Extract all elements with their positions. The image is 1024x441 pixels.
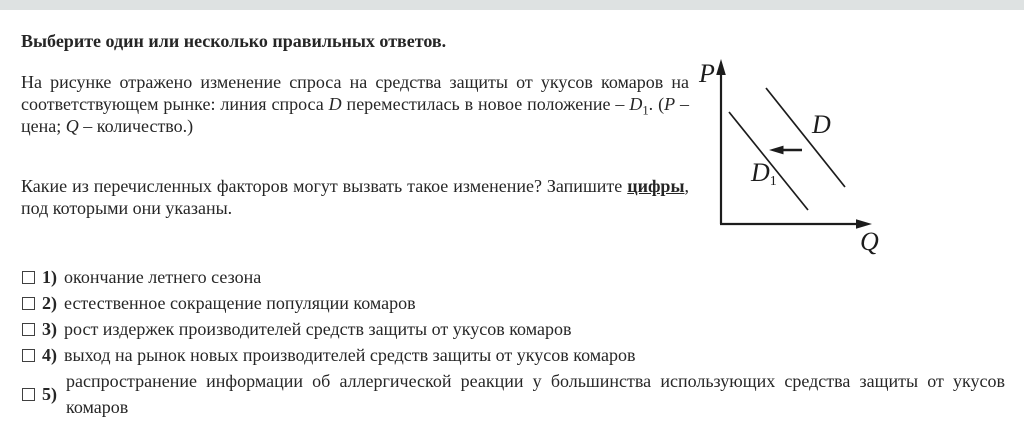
text-fragment: , под которыми они указаны. [21,176,689,218]
instruction-title: Выберите один или несколько правильных ответов. [21,31,447,51]
curve-d1-label-main: D [751,158,770,187]
option-1-checkbox[interactable] [22,271,35,284]
option-row-4[interactable] [22,342,1005,368]
question-text [21,71,689,137]
option-5-checkbox[interactable] [22,388,35,401]
text-fragment: На рисунке отражено изменение спроса на средства защиты от укусов комаров на соответствующем рынке: линия спроса [21,72,689,114]
text-fragment: переместилась в новое положение – [341,94,630,114]
curve-d-label: D [812,110,831,139]
text-fragment: – цена; [21,94,689,136]
option-2-number: 2) [42,292,57,313]
task-text [21,175,689,219]
variable-p: P [664,94,676,114]
option-3-checkbox[interactable] [22,323,35,336]
x-axis-label: Q [860,227,879,256]
y-axis-label: P [699,59,715,88]
option-1-number: 1) [42,266,57,287]
top-bar [0,0,1024,10]
option-row-3[interactable] [22,316,1005,342]
option-5-label: распространение информации об аллергической реакции у большинства использующих средства защиты от укусов комаров [66,371,1005,417]
option-4-checkbox[interactable] [22,349,35,362]
y-axis-arrowhead-icon [716,59,726,75]
option-3-number: 3) [42,318,57,339]
option-4-label: выход на рынок новых производителей средств защиты от укусов комаров [64,344,636,365]
text-fragment: – количество.) [78,116,194,136]
curve-d1-label [750,158,777,189]
emphasized-word: цифры [627,176,685,196]
curve-d1-label-subscript: 1 [769,174,777,189]
option-row-2[interactable] [22,290,1005,316]
option-3-label: рост издержек производителей средств защиты от укусов комаров [64,318,572,339]
variable-d1: D [629,94,643,114]
option-2-label: естественное сокращение популяции комаров [64,292,416,313]
variable-d: D [328,94,342,114]
text-fragment: . ( [648,94,665,114]
shift-arrowhead-icon [769,146,784,155]
variable-q: Q [65,116,79,136]
option-4-number: 4) [42,344,57,365]
option-row-1[interactable] [22,264,1005,290]
option-2-checkbox[interactable] [22,297,35,310]
option-row-5[interactable] [22,368,1005,420]
answer-options-list [22,264,1005,420]
demand-shift-diagram [688,48,888,263]
option-5-number: 5) [42,383,57,404]
variable-d1-subscript: 1 [642,103,649,118]
text-fragment: Какие из перечисленных факторов могут вызвать такое изменение? Запишите [21,176,628,196]
option-1-label: окончание летнего сезона [64,266,262,287]
